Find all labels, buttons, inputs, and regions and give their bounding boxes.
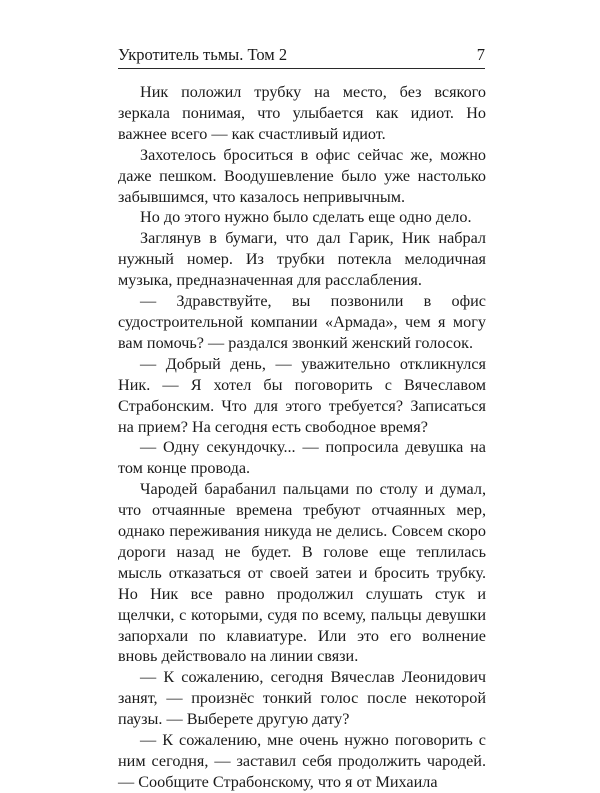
paragraph: — К сожалению, сегодня Вячеслав Леонидович занят, — произнёс тонкий голос после некоторой паузы. — Выберете другую дату?	[118, 668, 486, 729]
running-header	[118, 45, 485, 69]
paragraph: Чародей барабанил пальцами по столу и думал, что отчаянные времена требуют отчаянных мер, однако переживания никуда не делись. Совсем скоро дороги назад не будет. В голове еще теплилась мысль отказаться от своей затеи и бросить трубку. Но Ник все равно продолжил слушать стук и щелчки, с которыми, судя по всему, пальцы девушки запорхали по клавиатуре. Или это его волнение вновь действовало на линии связи.	[118, 480, 486, 666]
paragraph: Ник положил трубку на место, без всякого зеркала понимая, что улыбается как идиот. Но важнее всего — как счастливый идиот.	[118, 83, 486, 143]
paragraph: Заглянув в бумаги, что дал Гарик, Ник набрал нужный номер. Из трубки потекла мелодичная музыка, предназначенная для расслабления.	[118, 229, 486, 290]
paragraph: — К сожалению, мне очень нужно поговорить с ним сегодня, — заставил себя продолжить чародей. — Сообщите Страбонскому, что я от Михаила	[118, 731, 486, 791]
page-body	[118, 82, 486, 793]
book-title: Укротитель тьмы. Том 2	[118, 45, 288, 64]
paragraph: Захотелось броситься в офис сейчас же, можно даже пешком. Воодушевление было уже настолько забывшимся, что казалось непривычным.	[118, 145, 486, 206]
page-number: 7	[476, 45, 485, 64]
paragraph: — Здравствуйте, вы позвонили в офис судостроительной компании «Армада», чем я могу вам помочь? — раздался звонкий женский голосок.	[118, 292, 486, 352]
paragraph: — Одну секундочку... — попросила девушка на том конце провода.	[118, 438, 486, 478]
paragraph: — Добрый день, — уважительно откликнулся Ник. — Я хотел бы поговорить с Вячеславом Страбонским. Что для этого требуется? Записаться на прием? На сегодня есть свободное время?	[118, 354, 486, 436]
paragraph: Но до этого нужно было сделать еще одно дело.	[140, 208, 472, 227]
